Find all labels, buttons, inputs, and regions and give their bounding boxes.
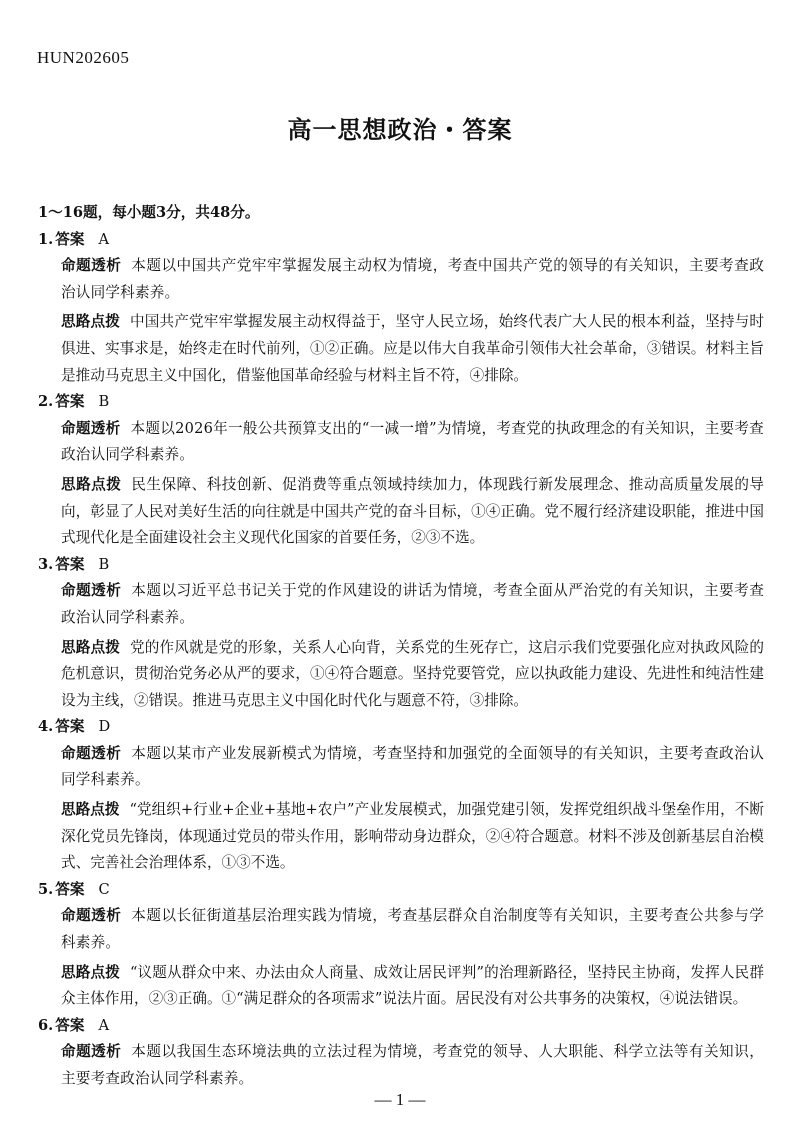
analysis-label: 命题透析 <box>61 744 122 762</box>
analysis-text: 本题以2026年一般公共预算支出的“一减一增”为情境，考查党的执政理念的有关知识，主要考查政治认同学科素养。 <box>61 419 764 464</box>
analysis-paragraph <box>61 1039 764 1092</box>
question-item <box>38 389 764 552</box>
analysis-label: 命题透析 <box>61 582 122 600</box>
analysis-text: 本题以习近平总书记关于党的作风建设的讲话为情境，考查全面从严治党的有关知识，主要考查政治认同学科素养。 <box>61 582 764 626</box>
question-number: 3. <box>38 555 54 573</box>
question-item <box>38 227 764 390</box>
question-item <box>38 714 764 877</box>
section-intro: 1～16题，每小题3分，共48分。 <box>38 204 260 221</box>
analysis-text: 本题以某市产业发展新模式为情境，考查坚持和加强党的全面领导的有关知识，主要考查政治认同学科素养。 <box>61 744 764 789</box>
question-list <box>38 227 764 1093</box>
question-item <box>38 1013 764 1093</box>
question-answer-line <box>38 877 764 904</box>
answer-choice: B <box>98 555 110 573</box>
thinking-text: 党的作风就是党的形象，关系人心向背，关系党的生死存亡，这启示我们党要强化应对执政风险的危机意识，贯彻治党务必从严的要求，①④符合题意。坚持党要管党，应以执政能力建设、先进性和纯洁性建设为主线，②错误。推进马克思主义中国化时代化与题意不符，③排除。 <box>61 638 764 709</box>
question-number: 6. <box>38 1016 54 1034</box>
answer-label: 答案 <box>55 718 85 736</box>
analysis-text: 本题以长征街道基层治理实践为情境，考查基层群众自治制度等有关知识，主要考查公共参与学科素养。 <box>61 907 764 952</box>
question-number: 5. <box>38 880 54 898</box>
question-item <box>38 877 764 1013</box>
answer-label: 答案 <box>55 555 85 573</box>
question-answer-line <box>38 552 764 579</box>
analysis-paragraph <box>61 416 764 469</box>
thinking-paragraph <box>61 309 764 389</box>
page-number: — 1 — <box>374 1090 426 1109</box>
answer-choice: C <box>98 880 110 898</box>
answer-label: 答案 <box>55 230 85 248</box>
answer-choice: A <box>98 1016 109 1034</box>
thinking-text: 中国共产党牢牢掌握发展主动权得益于，坚守人民立场，始终代表广大人民的根本利益，坚持与时俱进、实事求是，始终走在时代前列，①②正确。应是以伟大自我革命引领伟大社会革命，③错误。材料主旨是推动马克思主义中国化，借鉴他国革命经验与材料主旨不符，④排除。 <box>61 313 764 384</box>
answer-choice: A <box>98 230 109 248</box>
answer-choice: D <box>98 718 111 736</box>
thinking-text: “党组织+行业+企业+基地+农户”产业发展模式，加强党建引领，发挥党组织战斗堡垒作用，不断深化党员先锋岗，体现通过党员的带头作用，影响带动身边群众，②④符合题意。材料不涉及创新基层自治模式、完善社会治理体系，①③不选。 <box>61 801 764 872</box>
question-number: 1. <box>38 230 54 248</box>
thinking-paragraph <box>61 797 764 877</box>
thinking-paragraph <box>61 960 764 1013</box>
answer-choice: B <box>98 393 110 411</box>
thinking-label: 思路点拨 <box>61 963 120 981</box>
question-number: 2. <box>38 393 54 411</box>
answer-label: 答案 <box>55 880 85 898</box>
page-title: 高一思想政治・答案 <box>287 116 513 144</box>
thinking-label: 思路点拨 <box>61 638 120 656</box>
question-number: 4. <box>38 718 54 736</box>
answer-content <box>38 200 764 1093</box>
thinking-label: 思路点拨 <box>61 475 122 493</box>
question-answer-line <box>38 227 764 254</box>
analysis-paragraph <box>61 578 764 631</box>
analysis-label: 命题透析 <box>61 257 122 275</box>
thinking-label: 思路点拨 <box>61 313 120 331</box>
question-answer-line <box>38 389 764 416</box>
thinking-label: 思路点拨 <box>61 801 120 819</box>
thinking-paragraph <box>61 635 764 715</box>
analysis-paragraph <box>61 741 764 794</box>
analysis-label: 命题透析 <box>61 907 122 925</box>
analysis-text: 本题以我国生态环境法典的立法过程为情境，考查党的领导、人大职能、科学立法等有关知识，主要考查政治认同学科素养。 <box>61 1043 764 1087</box>
analysis-label: 命题透析 <box>61 419 121 437</box>
document-code: HUN202605 <box>37 48 130 67</box>
thinking-text: “议题从群众中来、办法由众人商量、成效让居民评判”的治理新路径，坚持民主协商，发挥人民群众主体作用，②③正确。①“满足群众的各项需求”说法片面。居民没有对公共事务的决策权，④说法错误。 <box>61 963 764 1008</box>
analysis-text: 本题以中国共产党牢牢掌握发展主动权为情境，考查中国共产党的领导的有关知识，主要考查政治认同学科素养。 <box>61 257 764 301</box>
answer-label: 答案 <box>55 1016 85 1034</box>
question-item <box>38 552 764 715</box>
analysis-label: 命题透析 <box>61 1043 122 1061</box>
question-answer-line <box>38 1013 764 1040</box>
analysis-paragraph <box>61 253 764 306</box>
thinking-paragraph <box>61 472 764 552</box>
question-answer-line <box>38 714 764 741</box>
thinking-text: 民生保障、科技创新、促消费等重点领域持续加力，体现践行新发展理念、推动高质量发展的导向，彰显了人民对美好生活的向往就是中国共产党的奋斗目标，①④正确。党不履行经济建设职能，推进中国式现代化是全面建设社会主义现代化国家的首要任务，②③不选。 <box>61 475 764 547</box>
analysis-paragraph <box>61 903 764 956</box>
answer-label: 答案 <box>55 393 85 411</box>
